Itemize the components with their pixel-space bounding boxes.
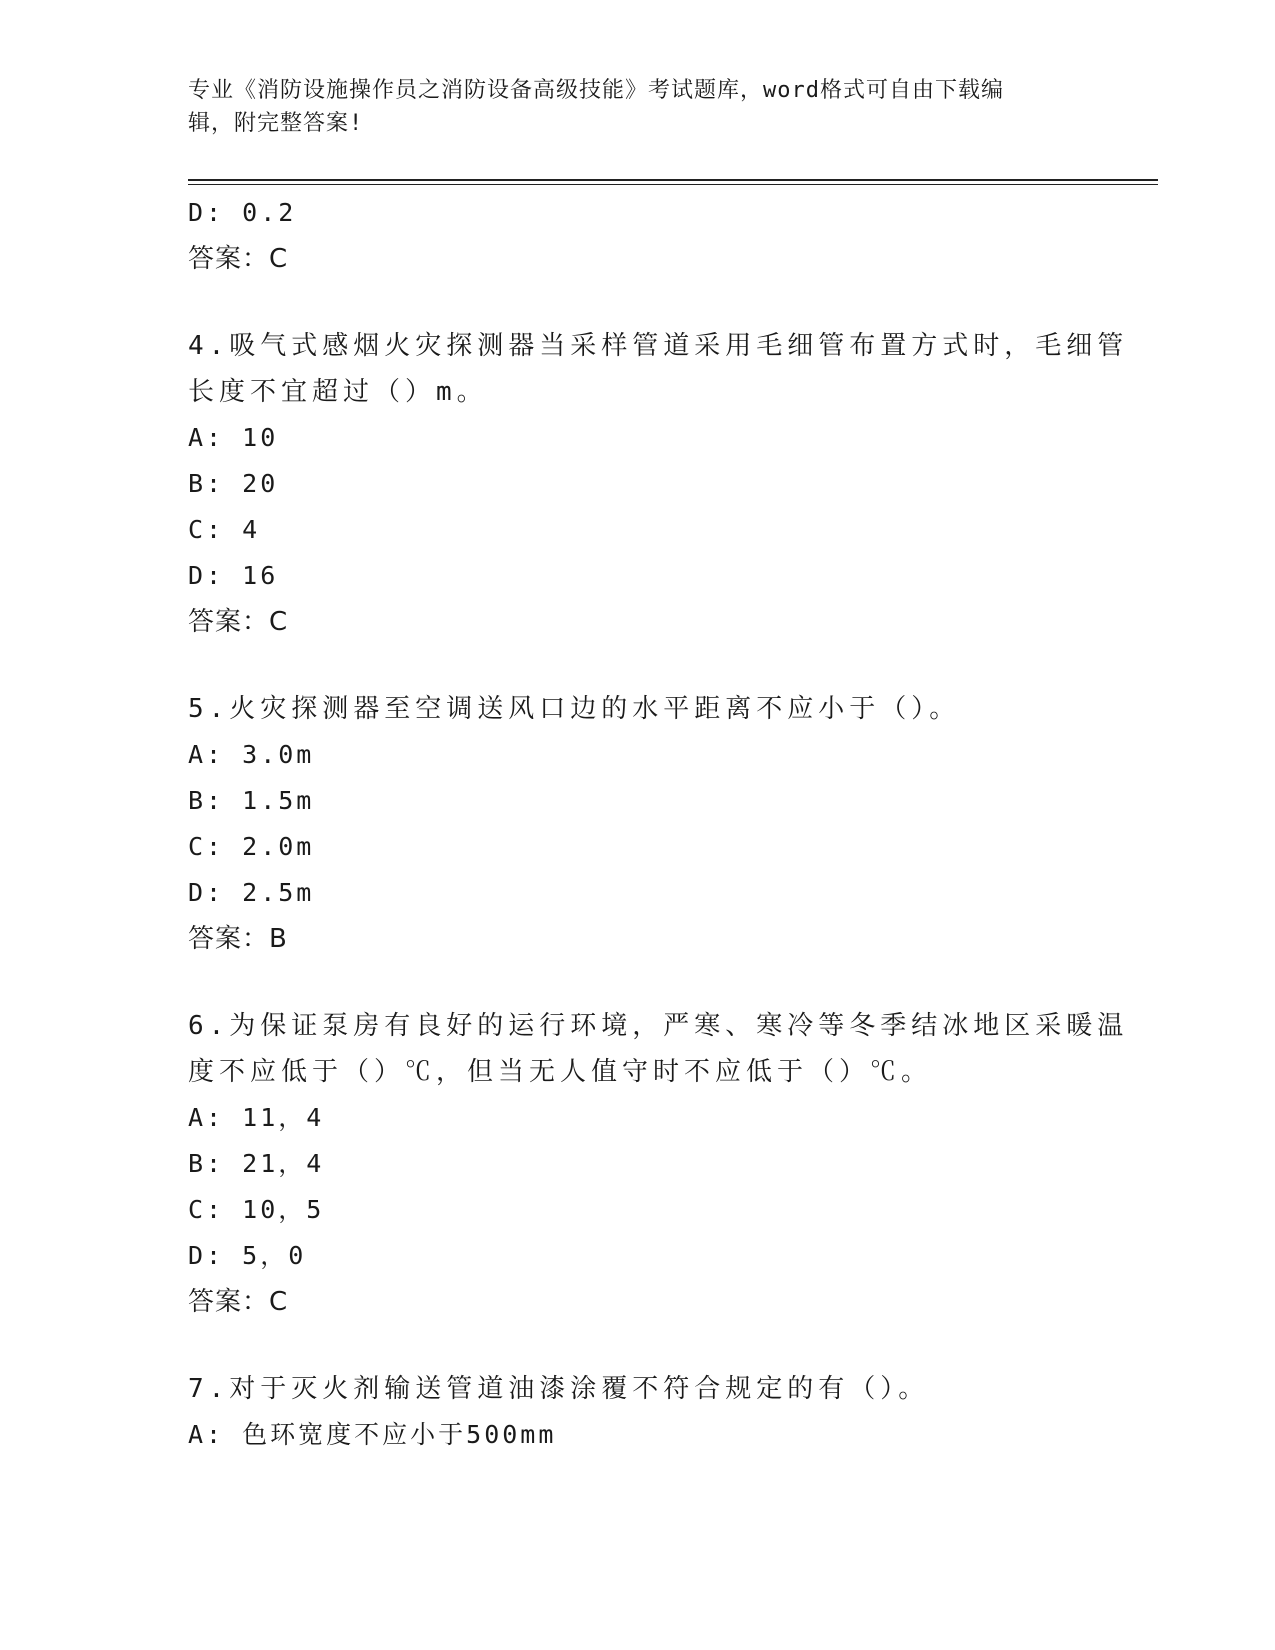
- option-d: D: 2.5m: [188, 878, 315, 907]
- question-6: [188, 1003, 1129, 1325]
- question-stem-line-2: 度不应低于（）℃，但当无人值守时不应低于（）℃。: [188, 1057, 933, 1087]
- question-stem-line-1: 7.对于灭火剂输送管道油漆涂覆不符合规定的有（）。: [188, 1374, 930, 1404]
- question-list: [188, 190, 1129, 1458]
- option-d: D: 16: [188, 561, 279, 590]
- option-d: D: 5，0: [188, 1241, 307, 1270]
- option-a: A: 3.0m: [188, 740, 315, 769]
- question-7: [188, 1366, 1088, 1458]
- question-4: [188, 323, 1129, 645]
- option-a: A: 11，4: [188, 1103, 325, 1132]
- option-c: C: 10，5: [188, 1195, 325, 1224]
- question-stem-line-1: 6.为保证泵房有良好的运行环境，严寒、寒冷等冬季结冰地区采暖温: [188, 1011, 1129, 1041]
- header-divider-thin: [188, 184, 1158, 185]
- option-a: A: 色环宽度不应小于500mm: [188, 1420, 557, 1449]
- header-line-2: 辑，附完整答案!: [188, 111, 364, 136]
- document-header: [188, 74, 1088, 140]
- header-line-1: 专业《消防设施操作员之消防设备高级技能》考试题库，word格式可自由下载编: [188, 78, 1004, 103]
- question-stem-line-2: 长度不宜超过（）m。: [188, 377, 488, 407]
- option-b: B: 20: [188, 469, 279, 498]
- answer-line: 答案：C: [188, 244, 289, 274]
- option-c: C: 2.0m: [188, 832, 315, 861]
- answer-line: 答案：C: [188, 607, 289, 637]
- question-3-tail: [188, 190, 1088, 282]
- option-b: B: 21，4: [188, 1149, 325, 1178]
- answer-line: 答案：C: [188, 1287, 289, 1317]
- answer-line: 答案：B: [188, 924, 288, 954]
- question-5: [188, 686, 1088, 962]
- question-stem-line-1: 5.火灾探测器至空调送风口边的水平距离不应小于（）。: [188, 694, 961, 724]
- option-a: A: 10: [188, 423, 279, 452]
- option-c: C: 4: [188, 515, 261, 544]
- question-stem-line-1: 4.吸气式感烟火灾探测器当采样管道采用毛细管布置方式时，毛细管: [188, 331, 1129, 361]
- header-divider-thick: [188, 179, 1158, 181]
- option-d: D: 0.2: [188, 198, 297, 227]
- option-b: B: 1.5m: [188, 786, 315, 815]
